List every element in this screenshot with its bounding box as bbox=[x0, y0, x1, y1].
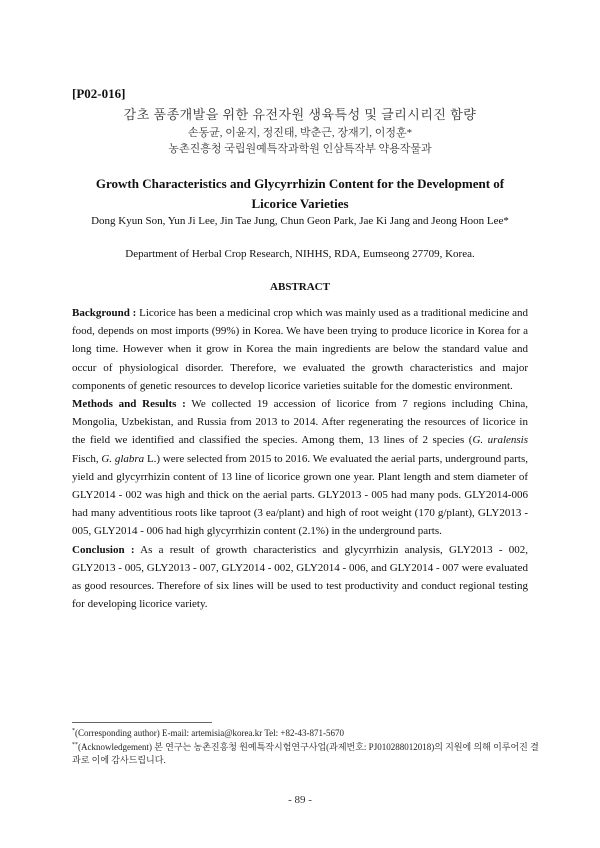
methods-paragraph bbox=[72, 395, 528, 541]
footnote-mark-1: * bbox=[72, 728, 75, 734]
species-glabra: G. glabra bbox=[101, 452, 145, 465]
paper-code: [P02-016] bbox=[72, 86, 126, 101]
abstract-body bbox=[72, 304, 528, 613]
conclusion-label: Conclusion : bbox=[72, 543, 135, 556]
footnote-corresponding-author bbox=[72, 727, 542, 740]
conclusion-paragraph bbox=[72, 541, 528, 614]
methods-text-1: We collected 19 accession of licorice from 7 regions including China, Mongolia, Uzbekistan, and Russia from 2013 to 2014. After regenerating the resources of licorice in the field we identified and classified the species. Among them, 13 lines of 2 species ( bbox=[72, 398, 528, 447]
background-text: Licorice has been a medicinal crop which was mainly used as a traditional medicine and food, depends on most imports (99%) in Korea. We have been trying to produce licorice in Korea for a long time. However when it grow in Korea the main ingredients are below the standard value and occur of physiological disorder. Therefore, we evaluated the growth characteristics and major components of genetic resources to develop licorice varieties suitable for the domestic environment. bbox=[72, 307, 529, 392]
methods-text-2: Fisch, bbox=[72, 452, 102, 465]
abstract-heading: ABSTRACT bbox=[270, 281, 330, 293]
footnote-mark-2: ** bbox=[72, 742, 78, 748]
conclusion-text: As a result of growth characteristics and glycyrrhizin analysis, GLY2013 - 002, GLY2013 - 005, GLY2013 - 007, GLY2014 - 002, GLY2014 - 006, and GLY2014 - 007 were evaluated as good resources. Therefore of six lines will be used to test productivity and conduct regional testing for developing licorice variety. bbox=[72, 543, 528, 611]
background-paragraph bbox=[72, 304, 528, 395]
korean-title: 감초 품종개발을 위한 유전자원 생육특성 및 글리시리진 함량 bbox=[123, 107, 477, 122]
footnote-text-1: (Corresponding author) E-mail: artemisia@korea.kr Tel: +82-43-871-5670 bbox=[75, 728, 344, 738]
page-number: - 89 - bbox=[288, 794, 312, 806]
methods-label: Methods and Results : bbox=[72, 398, 186, 411]
footnote-divider bbox=[72, 722, 212, 723]
footnote-text-2: (Acknowledgement) 본 연구는 농촌진흥청 원예특작시험연구사업(과제번호: PJ010288012018)의 지원에 의해 이루어진 결과로 이에 감사드립니다. bbox=[72, 742, 539, 765]
background-label: Background : bbox=[72, 307, 137, 319]
english-authors: Dong Kyun Son, Yun Ji Lee, Jin Tae Jung, Chun Geon Park, Jae Ki Jang and Jeong Hoon Lee* bbox=[91, 215, 509, 227]
species-uralensis: G. uralensis bbox=[472, 434, 528, 447]
korean-authors: 손동균, 이윤지, 정진태, 박춘근, 장재기, 이정훈* bbox=[187, 127, 413, 139]
english-affiliation: Department of Herbal Crop Research, NIHHS, RDA, Eumseong 27709, Korea. bbox=[125, 248, 475, 260]
methods-text-3: L.) were selected from 2015 to 2016. We evaluated the aerial parts, underground parts, yield and glycyrrhizin content of 13 line of licorice grown one year. Plant length and stem diameter of GLY2014 - 002 was high and thick on the aerial parts. GLY2013 - 005 had many pods. GLY2014-006 had many adventitious roots like taproot (3 ea/plant) and high of root weight (170 g/plant), GLY2013 - 005, GLY2014 - 006 had high glycyrrhizin content (2.1%) in the underground parts. bbox=[72, 452, 529, 538]
footnote-acknowledgement bbox=[72, 741, 542, 767]
korean-affiliation: 농촌진흥청 국립원예특작과학원 인삼특작부 약용작물과 bbox=[168, 143, 432, 155]
english-title: Growth Characteristics and Glycyrrhizin Content for the Development of Licorice Varieties bbox=[95, 176, 505, 211]
